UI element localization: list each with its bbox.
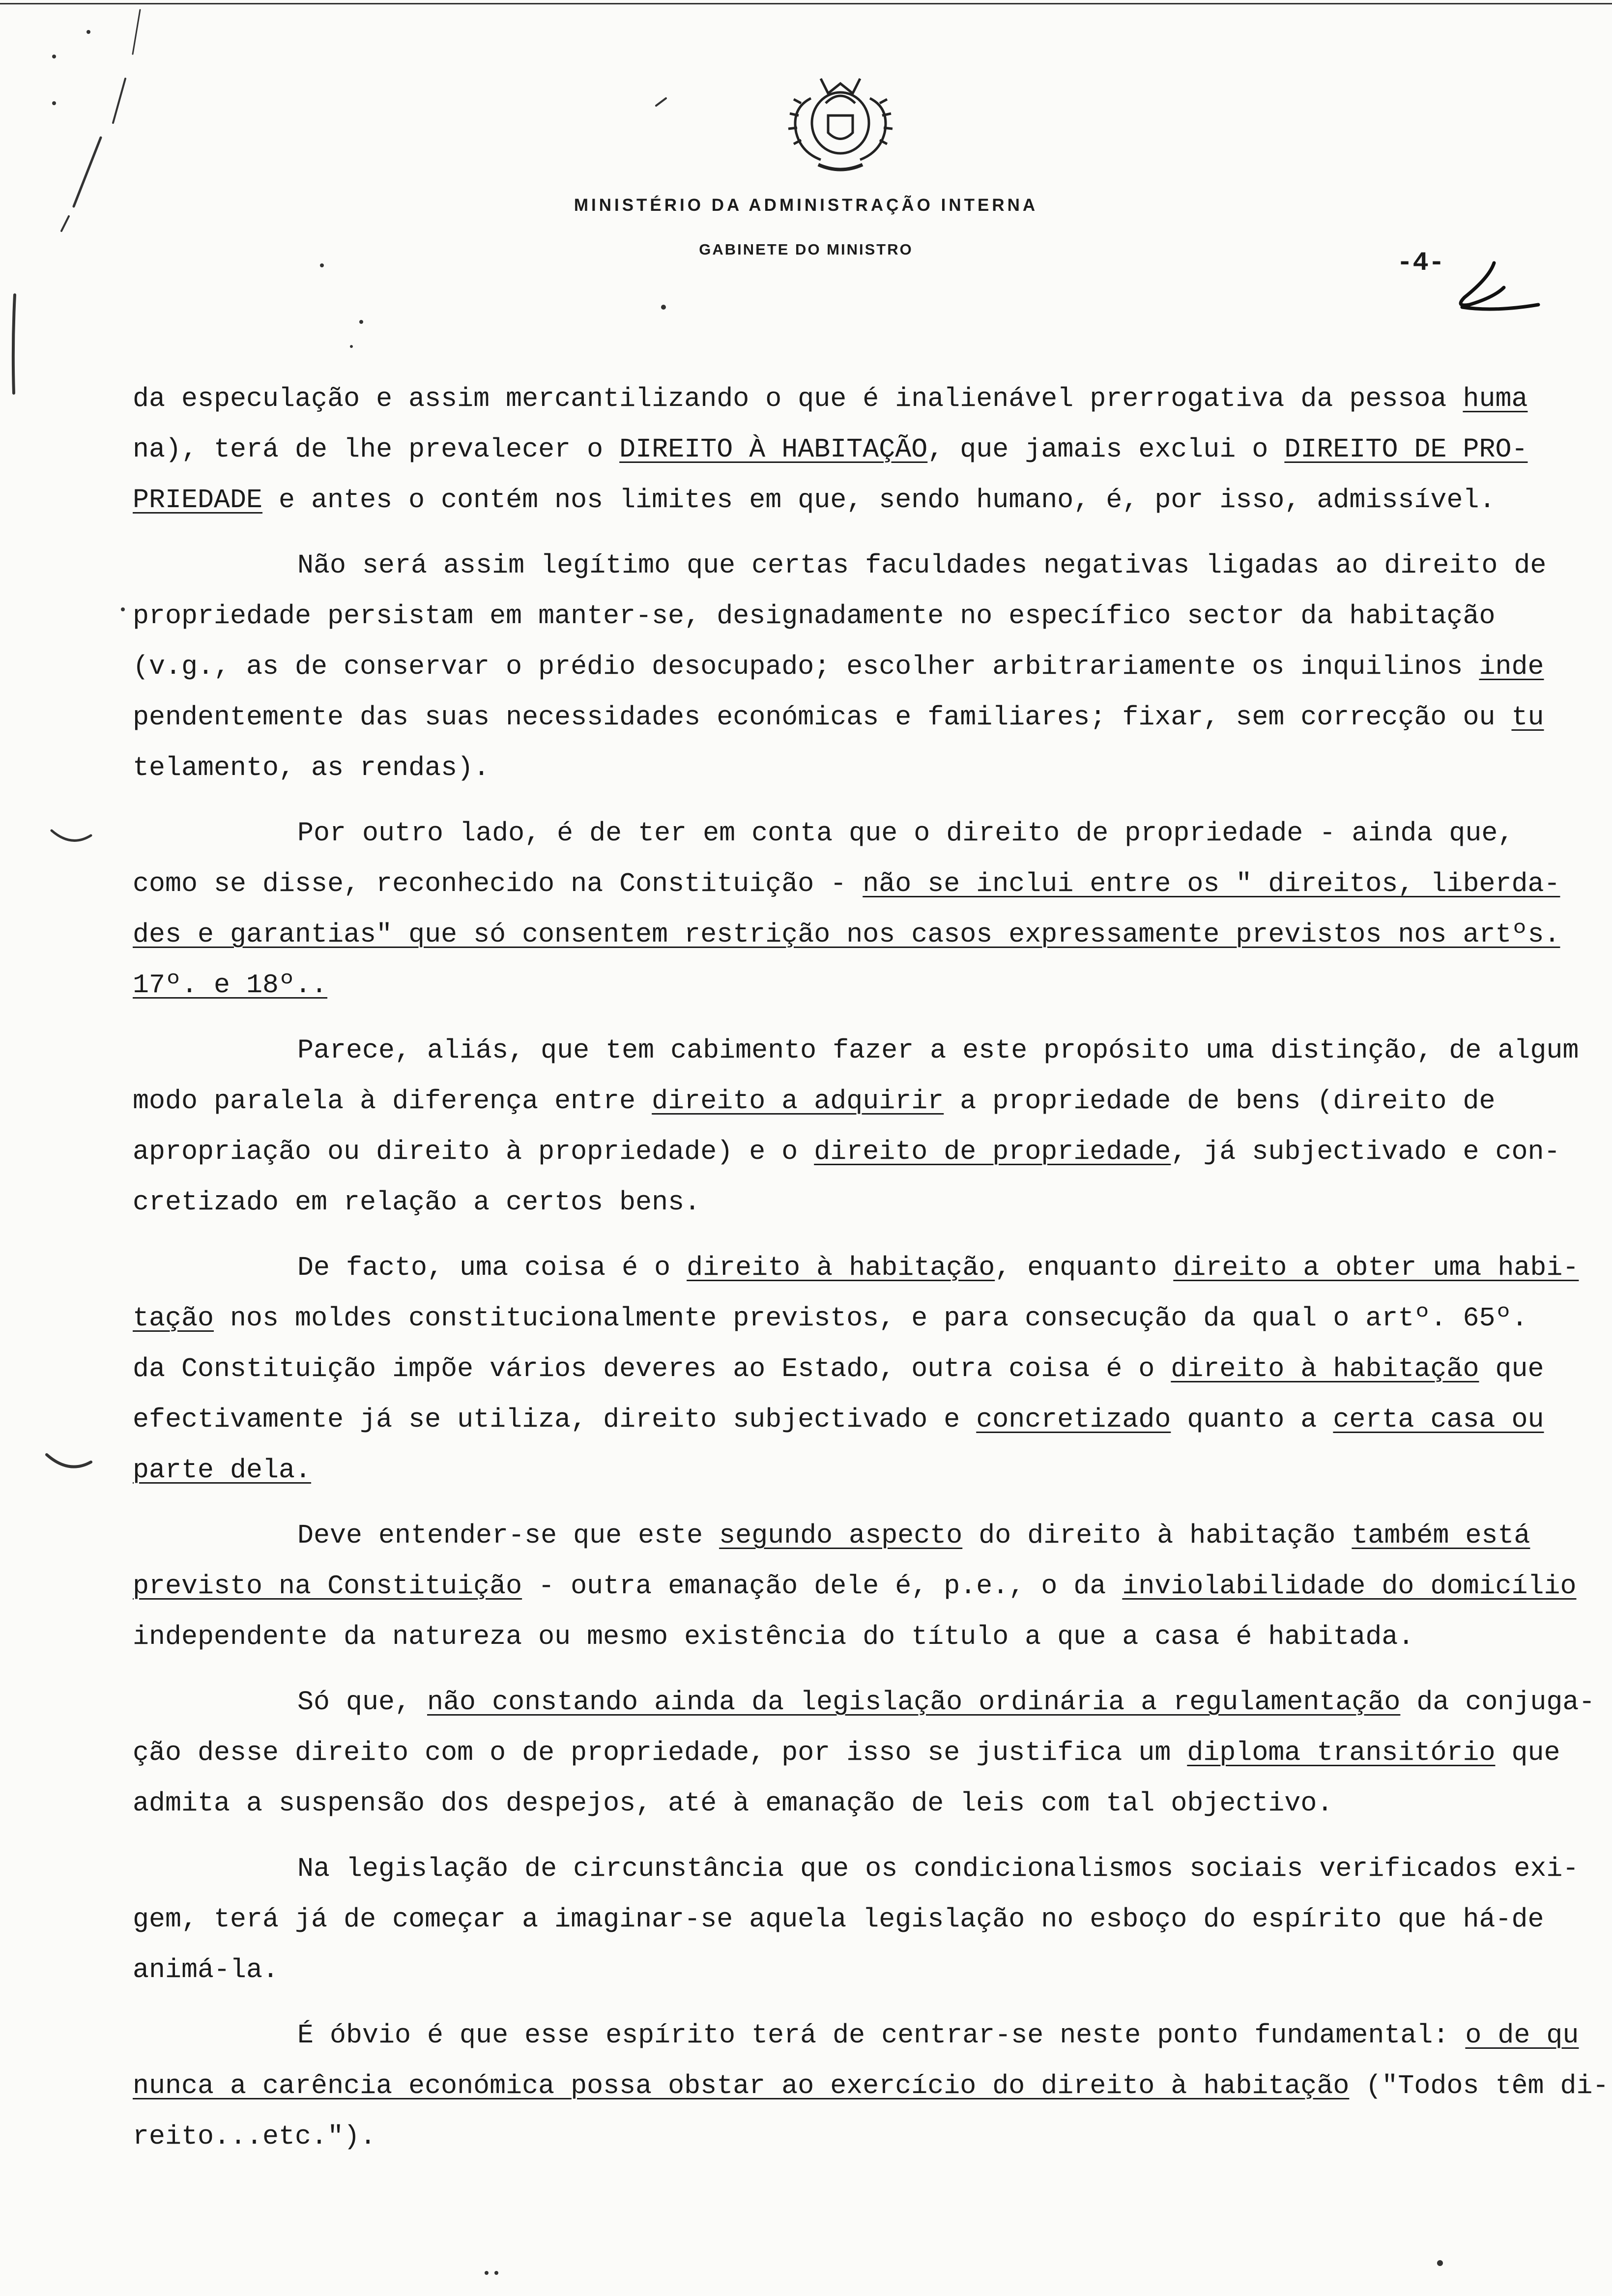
underlined-phrase: tu xyxy=(1511,702,1544,733)
text-run: da conjuga- xyxy=(1400,1687,1595,1718)
text-line xyxy=(133,1242,1600,1293)
underlined-phrase: tação xyxy=(133,1303,214,1334)
underlined-phrase: des e garantias" que só consentem restrição nos casos expressamente previstos nos artºs. xyxy=(133,919,1560,950)
underlined-phrase: direito a obter uma habi- xyxy=(1173,1252,1579,1283)
text-run: na), terá de lhe prevalecer o xyxy=(133,434,620,465)
text-line xyxy=(133,2111,1600,2162)
text-line xyxy=(133,1025,1600,1076)
text-run: - outra emanação dele é, p.e., o da xyxy=(522,1571,1123,1602)
text-run: independente da natureza ou mesmo existência do título a que a casa é habitada. xyxy=(133,1621,1414,1652)
text-line xyxy=(133,1177,1600,1228)
text-line xyxy=(133,1727,1600,1778)
text-line xyxy=(133,424,1600,475)
text-line xyxy=(133,1894,1600,1945)
text-run: como se disse, reconhecido na Constituição - xyxy=(133,868,863,899)
text-line xyxy=(133,1076,1600,1126)
top-edge-rule xyxy=(0,3,1612,4)
underlined-phrase: PRIEDADE xyxy=(133,485,263,516)
text-run: (v.g., as de conservar o prédio desocupado; escolher arbitrariamente os inquilinos xyxy=(133,651,1479,682)
underlined-phrase: inviolabilidade do domicílio xyxy=(1122,1571,1577,1602)
text-line xyxy=(133,1611,1600,1662)
text-run: gem, terá já de começar a imaginar-se aquela legislação no esboço do espírito que há-de xyxy=(133,1904,1544,1935)
text-run: que xyxy=(1495,1737,1560,1768)
text-run: cretizado em relação a certos bens. xyxy=(133,1187,701,1218)
underlined-phrase: também está xyxy=(1352,1520,1530,1551)
text-line xyxy=(133,1510,1600,1561)
paragraph-gap xyxy=(133,1010,1600,1025)
text-run: Parece, aliás, que tem cabimento fazer a este propósito uma distinção, de algum xyxy=(297,1035,1579,1066)
text-line xyxy=(133,1126,1600,1177)
underlined-phrase: não constando ainda da legislação ordinária a regulamentação xyxy=(427,1687,1401,1718)
paragraph-gap xyxy=(133,1228,1600,1242)
text-run: É óbvio é que esse espírito terá de centrar-se neste ponto fundamental: xyxy=(297,2020,1466,2051)
text-run: Só que, xyxy=(297,1687,428,1718)
text-run: quanto a xyxy=(1171,1404,1333,1435)
text-run: da especulação e assim mercantilizando o que é inalienável prerrogativa da pessoa xyxy=(133,383,1463,414)
underlined-phrase: o de qu xyxy=(1465,2020,1579,2051)
text-line xyxy=(133,909,1600,960)
paragraph-gap xyxy=(133,793,1600,808)
underlined-phrase: huma xyxy=(1463,383,1528,414)
underlined-phrase: 17º. e 18º.. xyxy=(133,970,328,1001)
text-run: De facto, uma coisa é o xyxy=(297,1252,687,1283)
text-run: a propriedade de bens (direito de xyxy=(944,1086,1496,1117)
underlined-phrase: diploma transitório xyxy=(1187,1737,1496,1768)
underlined-phrase: direito de propriedade xyxy=(814,1136,1171,1167)
text-line xyxy=(133,1561,1600,1611)
text-run: telamento, as rendas). xyxy=(133,752,490,783)
underlined-phrase: DIREITO DE PRO- xyxy=(1284,434,1528,465)
text-run: , enquanto xyxy=(995,1252,1174,1283)
underlined-phrase: direito a adquirir xyxy=(652,1086,944,1117)
text-line xyxy=(133,1778,1600,1829)
text-line xyxy=(133,692,1600,743)
underlined-phrase: certa casa ou xyxy=(1333,1404,1544,1435)
text-line xyxy=(133,859,1600,909)
underlined-phrase: segundo aspecto xyxy=(719,1520,963,1551)
underlined-phrase: concretizado xyxy=(976,1404,1171,1435)
text-line xyxy=(133,373,1600,424)
paragraph-gap xyxy=(133,1662,1600,1677)
text-run: pendentemente das suas necessidades económicas e familiares; fixar, sem correcção ou xyxy=(133,702,1512,733)
text-line xyxy=(133,591,1600,641)
text-line xyxy=(133,540,1600,591)
ministry-heading: MINISTÉRIO DA ADMINISTRAÇÃO INTERNA xyxy=(574,196,1038,215)
text-line xyxy=(133,475,1600,525)
coat-of-arms-emblem xyxy=(767,69,914,182)
paragraph-gap xyxy=(133,1495,1600,1510)
underlined-phrase: previsto na Constituição xyxy=(133,1571,522,1602)
text-line xyxy=(133,743,1600,793)
underlined-phrase: inde xyxy=(1479,651,1544,682)
text-line xyxy=(133,1394,1600,1445)
paragraph-gap xyxy=(133,525,1600,540)
paragraph-gap xyxy=(133,1995,1600,2010)
text-run: ção desse direito com o de propriedade, por isso se justifica um xyxy=(133,1737,1187,1768)
text-run: Por outro lado, é de ter em conta que o direito de propriedade - ainda que, xyxy=(297,818,1514,849)
text-run: , já subjectivado e con- xyxy=(1171,1136,1560,1167)
text-run: , que jamais exclui o xyxy=(927,434,1285,465)
text-run: nos moldes constitucionalmente previstos, e para consecução da qual o artº. 65º. xyxy=(214,1303,1528,1334)
text-line xyxy=(133,2061,1609,2111)
text-run: Não será assim legítimo que certas faculdades negativas ligadas ao direito de xyxy=(297,550,1547,581)
text-run: ("Todos têm di- xyxy=(1349,2070,1609,2101)
paragraph-gap xyxy=(133,1829,1600,1843)
text-run: apropriação ou direito à propriedade) e o xyxy=(133,1136,814,1167)
text-line xyxy=(133,1677,1600,1727)
underlined-phrase: DIREITO À HABITAÇÃO xyxy=(619,434,928,465)
text-line xyxy=(133,1843,1600,1894)
text-run: modo paralela à diferença entre xyxy=(133,1086,652,1117)
text-run: da Constituição impõe vários deveres ao Estado, outra coisa é o xyxy=(133,1353,1171,1384)
text-run: que xyxy=(1479,1353,1544,1384)
page-number: -4- xyxy=(1397,248,1445,278)
cabinet-heading: GABINETE DO MINISTRO xyxy=(699,241,913,258)
text-run: reito...etc."). xyxy=(133,2121,376,2152)
text-run: e antes o contém nos limites em que, sendo humano, é, por isso, admissível. xyxy=(262,485,1496,516)
text-line xyxy=(133,960,1600,1010)
handwritten-initial-signature xyxy=(1435,258,1553,327)
text-run: Na legislação de circunstância que os condicionalismos sociais verificados exi- xyxy=(297,1853,1579,1884)
text-run: propriedade persistam em manter-se, designadamente no específico sector da habitação xyxy=(133,601,1496,631)
underlined-phrase: direito à habitação xyxy=(1171,1353,1479,1384)
text-line xyxy=(133,641,1600,692)
text-run: Deve entender-se que este xyxy=(297,1520,720,1551)
text-line xyxy=(133,2010,1600,2061)
underlined-phrase: não se inclui entre os " direitos, liberda- xyxy=(863,868,1560,899)
underlined-phrase: parte dela. xyxy=(133,1455,312,1486)
document-body xyxy=(133,373,1609,2162)
text-run: animá-la. xyxy=(133,1954,279,1985)
text-run: admita a suspensão dos despejos, até à emanação de leis com tal objectivo. xyxy=(133,1788,1333,1819)
underlined-phrase: direito à habitação xyxy=(687,1252,995,1283)
text-line xyxy=(133,808,1600,859)
underlined-phrase: nunca a carência económica possa obstar ao exercício do direito à habitação xyxy=(133,2070,1350,2101)
text-line xyxy=(133,1945,1600,1995)
text-line xyxy=(133,1344,1600,1394)
text-line xyxy=(133,1293,1600,1344)
text-run: do direito à habitação xyxy=(962,1520,1352,1551)
text-run: efectivamente já se utiliza, direito subjectivado e xyxy=(133,1404,977,1435)
text-line xyxy=(133,1445,1600,1495)
